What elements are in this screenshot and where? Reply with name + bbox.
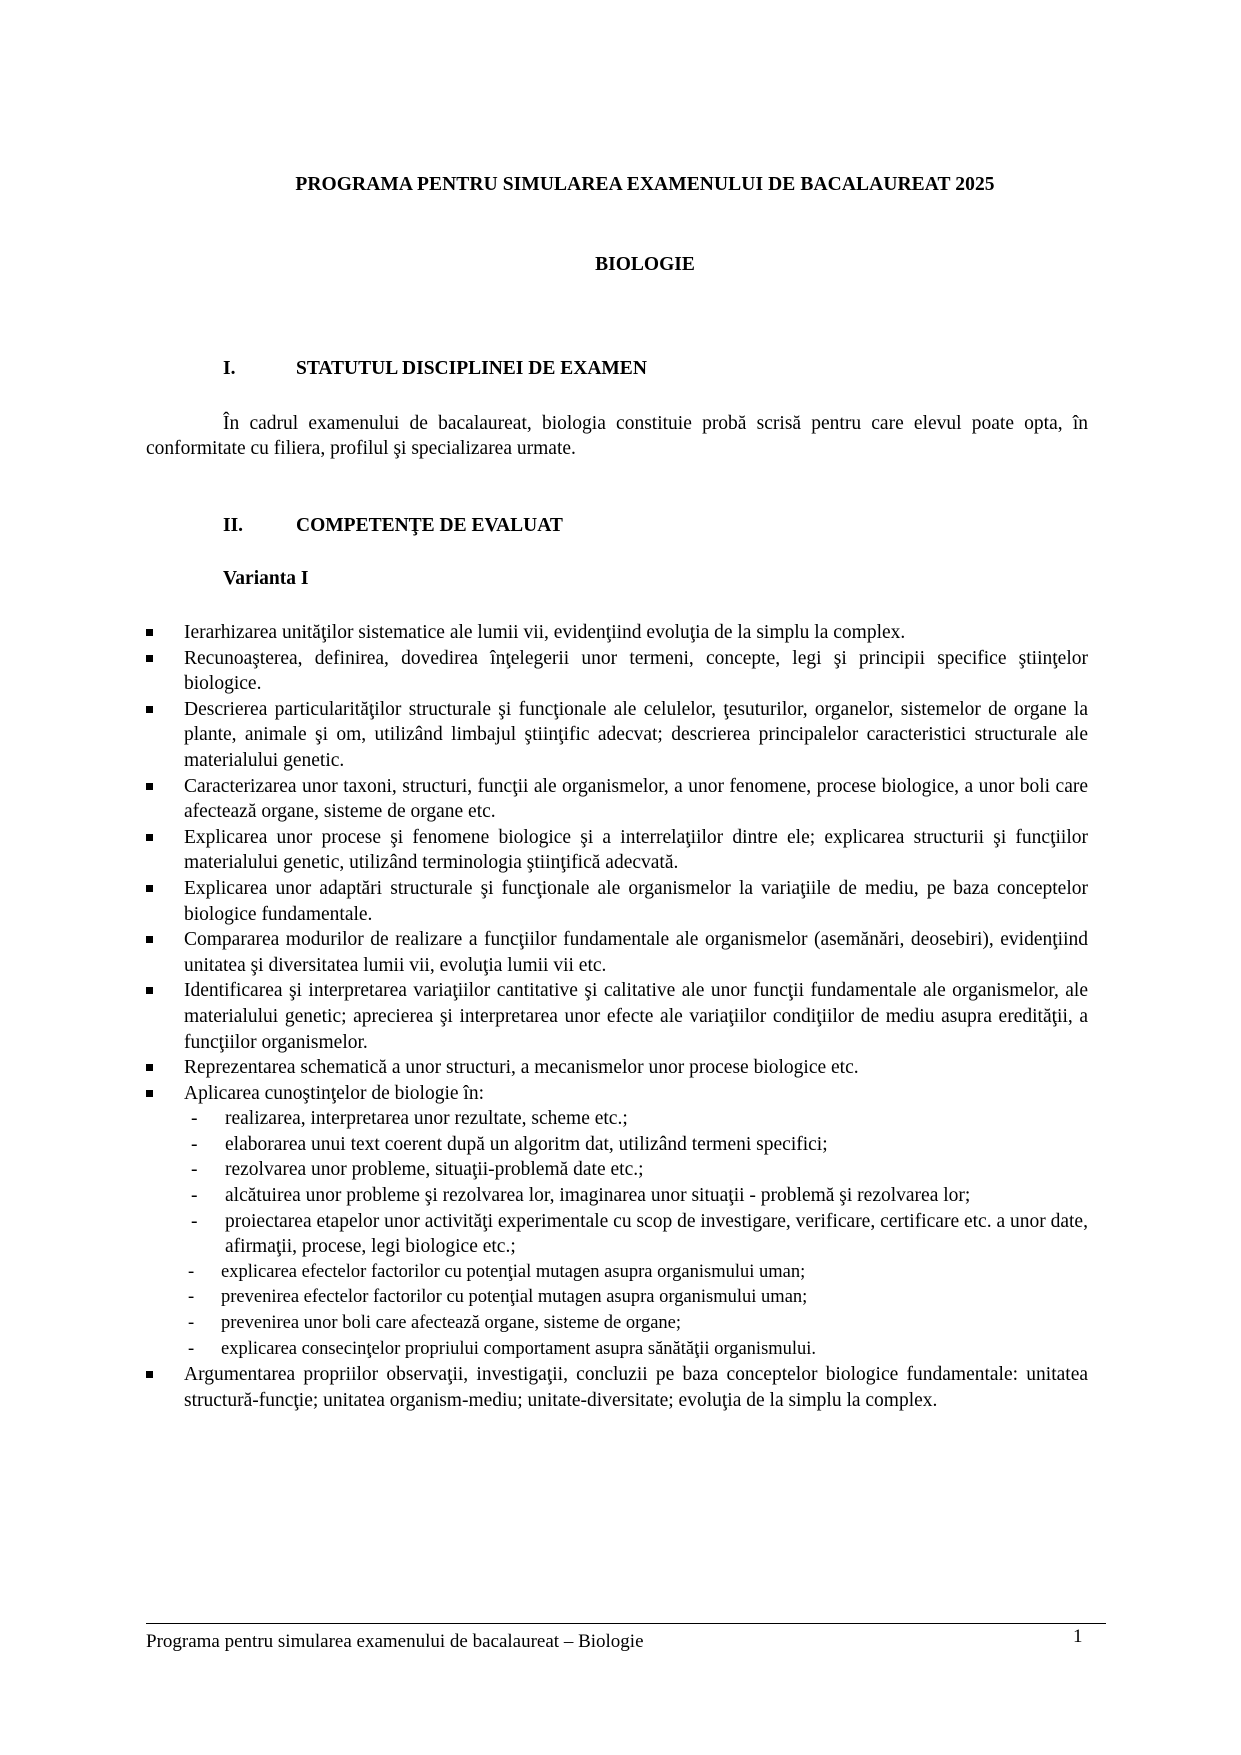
list-item: Aplicarea cunoştinţelor de biologie în: - realizarea, interpretarea unor rezultate, scheme etc.; - elaborarea unui text coerent după un algoritm dat, utilizând termeni specifici; - rezolvarea unor probleme, situaţii-problemă date etc.; - alcătuirea unor probleme şi rezolvarea lor, imaginarea unor situaţii - problemă şi rezolvarea lor; - proiectarea etapelor unor activităţi experimentale cu scop de investigare, verificare, certificare etc. a unor date, afirmaţii, procese, legi biologice etc.; - explicarea efectelor factorilor cu potenţial mutagen asupra organismului uman; - prevenirea efectelor factorilor cu potenţial mutagen asupra organismului uman; - prevenirea unor boli care afectează organe, sisteme de organe; - explicarea consecinţelor propriului comportament asupra sănătăţii organismului. <box>146 1081 1088 1363</box>
list-item: Identificarea şi interpretarea variaţiilor cantitative şi calitative ale unor funcţii fundamentale ale organismelor, ale materialului genetic; aprecierea şi interpretarea unor efecte ale variaţiilor condiţiilor de mediu asupra eredităţii, a funcţiilor organismelor. <box>146 978 1088 1055</box>
list-item: Explicarea unor procese şi fenomene biologice şi a interrelaţiilor dintre ele; explicarea structurii şi funcţiilor materialului genetic, utilizând terminologia ştiinţifică adecvată. <box>146 825 1088 876</box>
section-statut-text: În cadrul examenului de bacalaureat, biologia constituie probă scrisă pentru care elevul poate opta, în conformitate cu filiera, profilul şi specializarea urmate. <box>146 413 1088 459</box>
list-item: Compararea modurilor de realizare a funcţiilor fundamentale ale organismelor (asemănări, deosebiri), evidenţiind unitatea şi diversitatea lumii vii, evoluţia lumii vii etc. <box>146 927 1088 978</box>
square-bullet-icon <box>146 1371 153 1378</box>
section-heading-statut <box>223 358 647 380</box>
list-item: Reprezentarea schematică a unor structuri, a mecanismelor unor procese biologice etc. <box>146 1055 1088 1081</box>
square-bullet-icon <box>146 1064 153 1071</box>
footer-divider <box>146 1623 1106 1624</box>
sub-list-item: - rezolvarea unor probleme, situaţii-problemă date etc.; <box>184 1157 1088 1183</box>
list-item: Recunoaşterea, definirea, dovedirea înţelegerii unor termeni, concepte, legi şi principii specifice ştiinţelor biologice. <box>146 646 1088 697</box>
sub-list <box>184 1106 1088 1362</box>
competence-list <box>146 620 1088 1413</box>
sub-list-item: - elaborarea unui text coerent după un algoritm dat, utilizând termeni specifici; <box>184 1132 1088 1158</box>
sub-list-item: - realizarea, interpretarea unor rezultate, scheme etc.; <box>184 1106 1088 1132</box>
variant-heading: Varianta I <box>223 568 309 589</box>
square-bullet-icon <box>146 706 153 713</box>
square-bullet-icon <box>146 655 153 662</box>
sub-list-item: - proiectarea etapelor unor activităţi experimentale cu scop de investigare, verificare, certificare etc. a unor date, afirmaţii, procese, legi biologice etc.; <box>191 1210 1088 1258</box>
section-number: II. <box>223 515 244 536</box>
dash-marker: - <box>191 1108 198 1130</box>
square-bullet-icon <box>146 783 153 790</box>
sub-list-item: - prevenirea efectelor factorilor cu potenţial mutagen asupra organismului uman; <box>184 1285 1088 1311</box>
square-bullet-icon <box>146 936 153 943</box>
list-item: Descrierea particularităţilor structurale şi funcţionale ale celulelor, ţesuturilor, organelor, sistemelor de organe la plante, animale şi om, utilizând limbajul ştiinţific adecvat; descrierea principalelor caracteristici structurale ale materialului genetic. <box>146 697 1088 774</box>
square-bullet-icon <box>146 629 153 636</box>
list-item: Caracterizarea unor taxoni, structuri, funcţii ale organismelor, a unor fenomene, procese biologice, a unor boli care afectează organe, sisteme de organe etc. <box>146 774 1088 825</box>
dash-marker: - <box>188 1313 195 1334</box>
square-bullet-icon <box>146 987 153 994</box>
dash-marker: - <box>191 1133 198 1155</box>
footer-text: Programa pentru simularea examenului de bacalaureat – Biologie <box>146 1631 644 1652</box>
square-bullet-icon <box>146 834 153 841</box>
page-number: 1 <box>1073 1626 1083 1647</box>
dash-marker: - <box>191 1185 198 1207</box>
dash-marker: - <box>191 1159 198 1181</box>
dash-marker: - <box>191 1210 198 1232</box>
section-title: STATUTUL DISCIPLINEI DE EXAMEN <box>296 358 647 379</box>
dash-marker: - <box>188 1261 195 1282</box>
list-item: Explicarea unor adaptări structurale şi funcţionale ale organismelor la variaţiile de mediu, pe baza conceptelor biologice fundamentale. <box>146 876 1088 927</box>
section-number: I. <box>223 358 236 379</box>
sub-list-item: - explicarea efectelor factorilor cu potenţial mutagen asupra organismului uman; <box>184 1260 1088 1286</box>
sub-list-item: - explicarea consecinţelor propriului comportament asupra sănătăţii organismului. <box>184 1337 1088 1363</box>
square-bullet-icon <box>146 885 153 892</box>
list-item: Ierarhizarea unităţilor sistematice ale lumii vii, evidenţiind evoluţia de la simplu la complex. <box>146 620 1088 646</box>
sub-list-item: - prevenirea unor boli care afectează organe, sisteme de organe; <box>184 1311 1088 1337</box>
dash-marker: - <box>188 1287 195 1308</box>
square-bullet-icon <box>146 1090 153 1097</box>
subject-title: BIOLOGIE <box>595 254 695 275</box>
section-title: COMPETENŢE DE EVALUAT <box>296 515 563 536</box>
list-item: Argumentarea propriilor observaţii, investigaţii, concluzii pe baza conceptelor biologice fundamentale: unitatea structură-funcţie; unitatea organism-mediu; unitate-diversitate; evoluţia de la simplu la complex. <box>146 1362 1088 1413</box>
section-heading-competente <box>223 515 563 537</box>
dash-marker: - <box>188 1338 195 1359</box>
document-title: PROGRAMA PENTRU SIMULAREA EXAMENULUI DE BACALAUREAT 2025 <box>295 174 995 195</box>
sub-list-item: - alcătuirea unor probleme şi rezolvarea lor, imaginarea unor situaţii - problemă şi rezolvarea lor; <box>184 1183 1088 1209</box>
